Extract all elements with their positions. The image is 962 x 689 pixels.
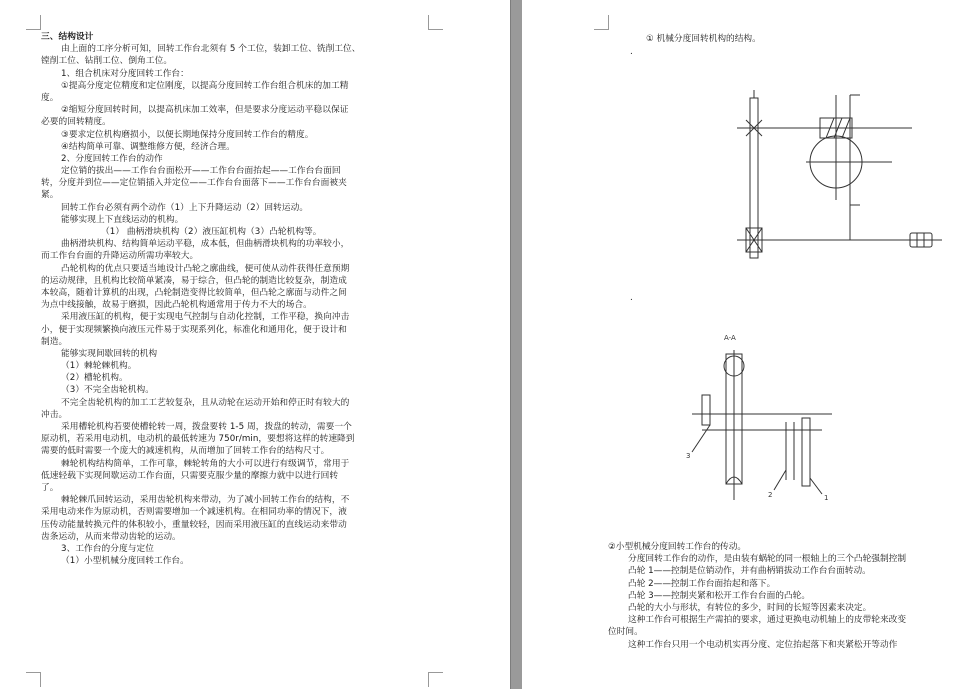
- text-line: 紧。: [41, 190, 59, 201]
- crop-mark: [428, 672, 443, 687]
- part-label-2: 2: [768, 491, 773, 499]
- leader-line: [774, 470, 786, 490]
- section-view-diagram: [682, 330, 852, 510]
- text-line: 曲柄滑块机构、结构简单运动平稳，成本低，但曲柄滑块机构的功率较小，: [61, 239, 350, 250]
- text-line: 1、组合机床对分度回转工作台：: [61, 68, 189, 79]
- leader-line: [810, 478, 822, 494]
- part-3: [702, 395, 710, 425]
- text-line: 本较高，随着计算机的出现，凸轮制造变得比较简单，但凸轮之廓面与动件之间: [41, 287, 347, 298]
- crop-mark: [26, 672, 41, 687]
- text-line: 分度回转工作台的动作，是由装有蜗轮的同一根轴上的三个凸轮强制控制: [628, 554, 906, 565]
- part-label-3: 3: [686, 452, 691, 460]
- text-line: ④结构简单可靠、调整维修方便，经济合理。: [61, 141, 235, 152]
- text-line: 凸轮 1——控制是位销动作，并有曲柄销拔动工作台台面转动。: [628, 566, 871, 577]
- left-page-body: [41, 31, 427, 567]
- part-label-1: 1: [824, 494, 829, 502]
- text-line: 转，分度并到位——定位销插入并定位——工作台台面落下——工作台台面被夹: [41, 178, 347, 189]
- text-line: 能够实现上下直线运动的机构。: [61, 214, 184, 225]
- text-line: ②缩短分度回转时间，以提高机床加工效率，但是要求分度运动平稳以保证: [61, 105, 349, 116]
- text-line: 采用槽轮机构若要使槽轮转一周，拨盘要转 1-5 周，拨盘的转动，需要一个: [61, 422, 352, 432]
- text-line: （1） 曲柄滑块机构（2）液压缸机构（3）凸轮机构等。: [101, 227, 322, 237]
- text-line: 的运动规律，且机构比较简单紧凑，易于综合，但凸轮的制造比较复杂，制造成: [41, 275, 347, 286]
- crop-mark: [26, 15, 41, 30]
- text-line: ①提高分度定位精度和定位刚度，以提高分度回转工作台组合机床的加工精: [61, 80, 349, 91]
- text-line: 凸轮 3——控制夹紧和松开工作台台面的凸轮。: [628, 590, 811, 601]
- text-line: （2）槽轮机构。: [61, 373, 128, 384]
- text-line: ③要求定位机构磨损小，以便长期地保持分度回转工作台的精度。: [61, 129, 314, 140]
- crop-mark: [428, 15, 443, 30]
- vertical-shaft: [750, 98, 758, 258]
- text-line: 低速轻载下实现间歇运动工作台面，只需要克服少量的摩擦力就中以进行回转: [41, 470, 339, 481]
- text-line: 能够实现间歇回转的机构: [61, 348, 158, 359]
- text-line: 了。: [41, 482, 59, 493]
- text-line: 位时间。: [608, 627, 643, 638]
- paragraph-mark: .: [630, 47, 633, 57]
- text-line: （1）小型机械分度回转工作台。: [61, 556, 189, 567]
- text-line: 采用电动来作为原动机，否则需要增加一个减速机构。在相同功率的情况下，液: [41, 507, 347, 518]
- text-line: （3）不完全齿轮机构。: [61, 385, 154, 396]
- crop-mark: [594, 15, 609, 30]
- text-line: 凸轮 2——控制工作台面抬起和落下。: [628, 578, 776, 589]
- text-line: 3、工作台的分度与定位: [61, 543, 154, 554]
- text-line: （1）棘轮棘机构。: [61, 361, 137, 372]
- text-line: 压传动能量转换元件的体积较小，重量较轻，因而采用液压缸的直线运动来带动: [41, 519, 347, 530]
- text-line: 2、分度回转工作台的动作: [61, 153, 163, 164]
- text-line: ②小型机械分度回转工作台的传动。: [608, 542, 747, 552]
- leader-line: [692, 425, 710, 452]
- paragraph-mark: .: [630, 293, 633, 303]
- section-label: A-A: [724, 334, 736, 342]
- text-line: 凸轮的大小与形状，有转位的多少，时间的长短等因素来决定。: [628, 602, 872, 613]
- text-line: 需要的低时需要一个庞大的减速机构，从而增加了回转工作台的结构尺寸。: [41, 446, 330, 457]
- text-line: 定位销的拔出——工作台台面松开——工作台台面抬起——工作台台面回: [61, 166, 341, 177]
- text-line: 而工作台台面的升降运动所需功率较大。: [41, 251, 199, 262]
- text-line: 齿条运动，从而来带动齿轮的运动。: [41, 531, 181, 542]
- text-line: 这种工作台可根据生产需拍的要求，通过更换电动机轴上的皮带轮来改变: [628, 615, 906, 626]
- right-page-body: [608, 541, 962, 651]
- text-line: 为点中线接触，故易于磨损，因此凸轮机构通常用于传力不大的场合。: [41, 300, 312, 311]
- text-line: 这种工作台只用一个电动机实再分度、定位抬起落下和夹紧松开等动作: [628, 639, 898, 650]
- text-line: 原动机，若采用电动机，电动机的最低转速为 750r/min，要想将这样的转速降到: [41, 434, 355, 445]
- text-line: 三、结构设计: [41, 32, 94, 42]
- text-line: 回转工作台必须有两个动作（1）上下升降运动（2）回转运动。: [61, 202, 309, 213]
- text-line: 小，便于实现频繁换向液压元件易于实现系列化，标准化和通用化，便于设计和: [41, 324, 347, 335]
- text-line: 冲击。: [41, 409, 68, 420]
- text-line: 镗削工位、钻削工位、倒角工位。: [41, 56, 173, 67]
- figure-heading: ① 机械分度回转机构的结构。: [646, 34, 761, 44]
- text-line: 不完全齿轮机构的加工工艺较复杂，且从动轮在运动开始和停正时有较大的: [61, 397, 350, 408]
- text-line: 棘轮棘爪回转运动，采用齿轮机构来带动，为了减小回转工作台的结构，不: [61, 495, 350, 506]
- part-1: [802, 418, 810, 486]
- text-line: 由上面的工序分析可知，回转工作台北须有 5 个工位，装卸工位、铣削工位、: [61, 44, 361, 55]
- text-line: 制造。: [41, 336, 68, 347]
- text-line: 度。: [41, 92, 59, 103]
- text-line: 棘轮机构结构简单，工作可靠，棘轮转角的大小可以进行有级调节，常用于: [61, 458, 350, 469]
- text-line: 采用液压缸的机构，便于实现电气控制与自动化控制，工作平稳，换向冲击: [61, 312, 350, 323]
- transmission-diagram: [732, 90, 962, 270]
- text-line: 凸轮机构的优点只要适当地设计凸轮之廓曲线，便可使从动件获得任意预期: [61, 263, 350, 274]
- text-line: 必要的回转精度。: [41, 117, 111, 128]
- document-page-right: [522, 0, 962, 689]
